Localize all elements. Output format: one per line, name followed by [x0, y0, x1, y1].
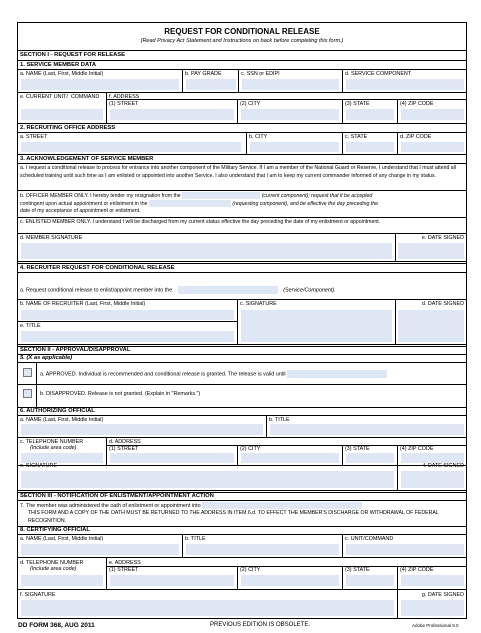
member-state-field[interactable]	[346, 109, 394, 120]
certifying-phone-field[interactable]	[21, 575, 103, 586]
certifying-street-label: (1) STREET	[109, 567, 139, 573]
recruiter-name-label: b. NAME OF RECRUITER (Last, First, Middle Initial)	[20, 301, 146, 307]
member-address-label: f. ADDRESS	[109, 94, 140, 100]
certifying-phone-label: d. TELEPHONE NUMBER	[20, 560, 84, 566]
recruiter-title-label: e. TITLE	[20, 323, 41, 329]
approved-checkbox[interactable]	[23, 368, 32, 377]
certifying-city-label: (2) CITY	[240, 567, 261, 573]
valid-until-field[interactable]	[287, 370, 387, 378]
certifying-title-label: b. TITLE	[185, 536, 206, 542]
software-note: Adobe Professional 8.0	[412, 623, 459, 628]
authorizing-title-label: b. TITLE	[269, 417, 290, 423]
member-signature-label: d. MEMBER SIGNATURE	[20, 235, 83, 241]
form-number: DD FORM 368, AUG 2011	[18, 622, 95, 629]
authorizing-name-field[interactable]	[21, 424, 263, 435]
item-5-heading: 5. (X as applicable)	[20, 355, 73, 361]
ack-b-part5: date of my acceptance of appointment or enlistment.	[20, 208, 141, 214]
item-2-heading: 2. RECRUITING OFFICE ADDRESS	[20, 125, 116, 131]
member-street-label: (1) STREET	[109, 101, 139, 107]
authorizing-phone-label: c. TELEPHONE NUMBER	[20, 439, 84, 445]
item-6-heading: 6. AUTHORIZING OFFICIAL	[20, 408, 95, 414]
authorizing-address-label: d. ADDRESS	[109, 439, 141, 445]
conditional-release-form	[17, 22, 467, 619]
ack-b-part3: contingent upon actual appointment or enlistment in the	[20, 200, 148, 207]
recruiter-signature-field[interactable]	[241, 310, 392, 342]
service-component-field[interactable]	[346, 79, 464, 90]
certifying-street-field[interactable]	[110, 575, 234, 586]
ack-b-part4: (requesting component), and be effective the day preceding the	[232, 200, 379, 207]
authorizing-zip-label: (4) ZIP CODE	[400, 446, 434, 452]
item-7-text: 7. The member was administered the oath of enlistment or appointment into	[20, 502, 201, 509]
office-zip-field[interactable]	[401, 142, 464, 152]
authorizing-title-field[interactable]	[270, 424, 464, 435]
form-subtitle: (Read Privacy Act Statement and Instructions on back before completing this form.)	[140, 38, 344, 44]
member-name-field[interactable]	[21, 79, 179, 90]
member-date-field[interactable]	[398, 243, 464, 259]
edition-note: PREVIOUS EDITION IS OBSOLETE.	[210, 622, 311, 628]
member-date-label: e. DATE SIGNED	[421, 235, 464, 241]
authorizing-phone-field[interactable]	[21, 453, 103, 463]
recruiter-date-field[interactable]	[398, 310, 464, 342]
recruiter-title-field[interactable]	[21, 331, 234, 342]
certifying-signature-field[interactable]	[21, 600, 394, 616]
ssn-label: c. SSN or EDIPI	[241, 71, 280, 77]
certifying-name-label: a. NAME (Last, First, Middle Initial)	[20, 536, 104, 542]
member-state-label: (3) STATE	[345, 101, 370, 107]
certifying-state-field[interactable]	[346, 575, 394, 586]
item-7-instruction: THIS FORM AND A COPY OF THE OATH MUST BE RETURNED TO THE ADDRESS IN ITEM 6.d. TO EFFECT THE MEMBER'S DISCHARGE OR WITHDRAWAL OF FEDERAL RECOGNITION.	[28, 510, 439, 524]
item-4-heading: 4. RECRUITER REQUEST FOR CONDITIONAL RELEASE	[20, 265, 175, 271]
authorizing-street-label: (1) STREET	[109, 446, 139, 452]
authorizing-date-field[interactable]	[401, 471, 464, 488]
disapproved-text: b. DISAPPROVED. Release is not granted. (Explain in "Remarks.")	[40, 391, 201, 397]
office-city-field[interactable]	[250, 142, 339, 152]
current-unit-field[interactable]	[21, 109, 103, 120]
certifying-date-field[interactable]	[401, 600, 464, 616]
authorizing-zip-field[interactable]	[401, 453, 464, 463]
certifying-signature-label: f. SIGNATURE	[20, 592, 56, 598]
office-street-label: a. STREET	[20, 134, 48, 140]
requesting-component-field[interactable]	[149, 200, 231, 207]
certifying-title-field[interactable]	[186, 544, 339, 555]
pay-grade-label: b. PAY GRADE	[185, 71, 222, 77]
certifying-unit-field[interactable]	[346, 544, 464, 555]
approved-text: a. APPROVED. Individual is recommended and conditional release is granted. The release is valid until	[40, 371, 286, 378]
office-city-label: b. CITY	[249, 134, 268, 140]
authorizing-name-label: a. NAME (Last, First, Middle Initial)	[20, 417, 104, 423]
disapproved-checkbox[interactable]	[23, 389, 32, 398]
member-zip-field[interactable]	[401, 109, 464, 120]
authorizing-city-label: (2) CITY	[240, 446, 261, 452]
current-unit-label: e. CURRENT UNIT/ COMMAND	[20, 94, 100, 100]
certifying-name-field[interactable]	[21, 544, 179, 555]
acknowledgement-c-text: c. ENLISTED MEMBER ONLY. I understand I will be discharged from my current status effective the day preceding the date of my enlistment or appointment.	[20, 219, 381, 225]
section-2-heading: SECTION II - APPROVAL/DISAPPROVAL	[20, 347, 131, 353]
acknowledgement-a-text: a. I request a conditional release to process for entrance into another component of the Military Service. If I am a member of the National Guard or Reserve, I understand that I must attend all scheduled training until such time as I am enlisted or appointed into another Service. I also understand that I am to keep my current commander informed of any change in my status.	[20, 165, 456, 179]
service-component-request-field[interactable]	[178, 286, 278, 294]
authorizing-street-field[interactable]	[110, 453, 234, 463]
ack-b-part2: (current component); request that it be accepted	[261, 192, 373, 199]
certifying-unit-label: c. UNIT/COMMAND	[345, 536, 394, 542]
certifying-zip-label: (4) ZIP CODE	[400, 567, 434, 573]
authorizing-city-field[interactable]	[241, 453, 339, 463]
member-street-field[interactable]	[110, 109, 234, 120]
office-street-field[interactable]	[21, 142, 241, 152]
recruiter-signature-label: c. SIGNATURE	[240, 301, 277, 307]
approved-line	[38, 370, 387, 378]
certifying-state-label: (3) STATE	[345, 567, 370, 573]
pay-grade-field[interactable]	[186, 79, 236, 90]
certifying-zip-field[interactable]	[401, 575, 464, 586]
current-component-field[interactable]	[182, 192, 260, 199]
authorizing-phone-note: (Include area code)	[30, 445, 77, 451]
service-component-label: d. SERVICE COMPONENT	[345, 71, 412, 77]
form-title: REQUEST FOR CONDITIONAL RELEASE	[164, 27, 320, 36]
authorizing-state-label: (3) STATE	[345, 446, 370, 452]
section-1-heading: SECTION I - REQUEST FOR RELEASE	[20, 52, 125, 58]
member-name-label: a. NAME (Last, First, Middle Initial)	[20, 71, 104, 77]
ssn-field[interactable]	[242, 79, 339, 90]
ack-b-part1: b. OFFICER MEMBER ONLY. I hereby tender my resignation from the	[20, 192, 181, 199]
request-suffix: (Service/Component).	[283, 287, 336, 294]
certifying-address-label: e. ADDRESS	[109, 560, 141, 566]
item-3-heading: 3. ACKNOWLEDGEMENT OF SERVICE MEMBER	[20, 156, 154, 162]
certifying-city-field[interactable]	[241, 575, 339, 586]
member-city-label: (2) CITY	[240, 101, 261, 107]
section-3-heading: SECTION III - NOTIFICATION OF ENLISTMENT/APPOINTMENT ACTION	[20, 493, 214, 499]
office-state-label: c. STATE	[345, 134, 368, 140]
recruiter-request-line	[18, 286, 336, 294]
authorizing-state-field[interactable]	[346, 453, 394, 463]
oath-component-field[interactable]	[202, 502, 362, 509]
member-signature-field[interactable]	[21, 243, 392, 259]
certifying-phone-note: (Include area code)	[30, 566, 77, 572]
member-city-field[interactable]	[241, 109, 339, 120]
member-zip-label: (4) ZIP CODE	[400, 101, 434, 107]
office-zip-label: d. ZIP CODE	[400, 134, 432, 140]
item-8-heading: 8. CERTIFYING OFFICIAL	[20, 527, 90, 533]
recruiter-date-label: d. DATE SIGNED	[421, 301, 464, 307]
request-text: a. Request conditional release to enlist/appoint member into the	[20, 287, 173, 294]
authorizing-date-label: f. DATE SIGNED	[423, 463, 464, 469]
recruiter-name-field[interactable]	[21, 310, 234, 320]
certifying-date-label: g. DATE SIGNED	[421, 592, 464, 598]
item-1-heading: 1. SERVICE MEMBER DATA	[20, 62, 97, 68]
office-state-field[interactable]	[346, 142, 394, 152]
authorizing-signature-label: e. SIGNATURE	[20, 463, 58, 469]
authorizing-signature-field[interactable]	[21, 471, 394, 488]
